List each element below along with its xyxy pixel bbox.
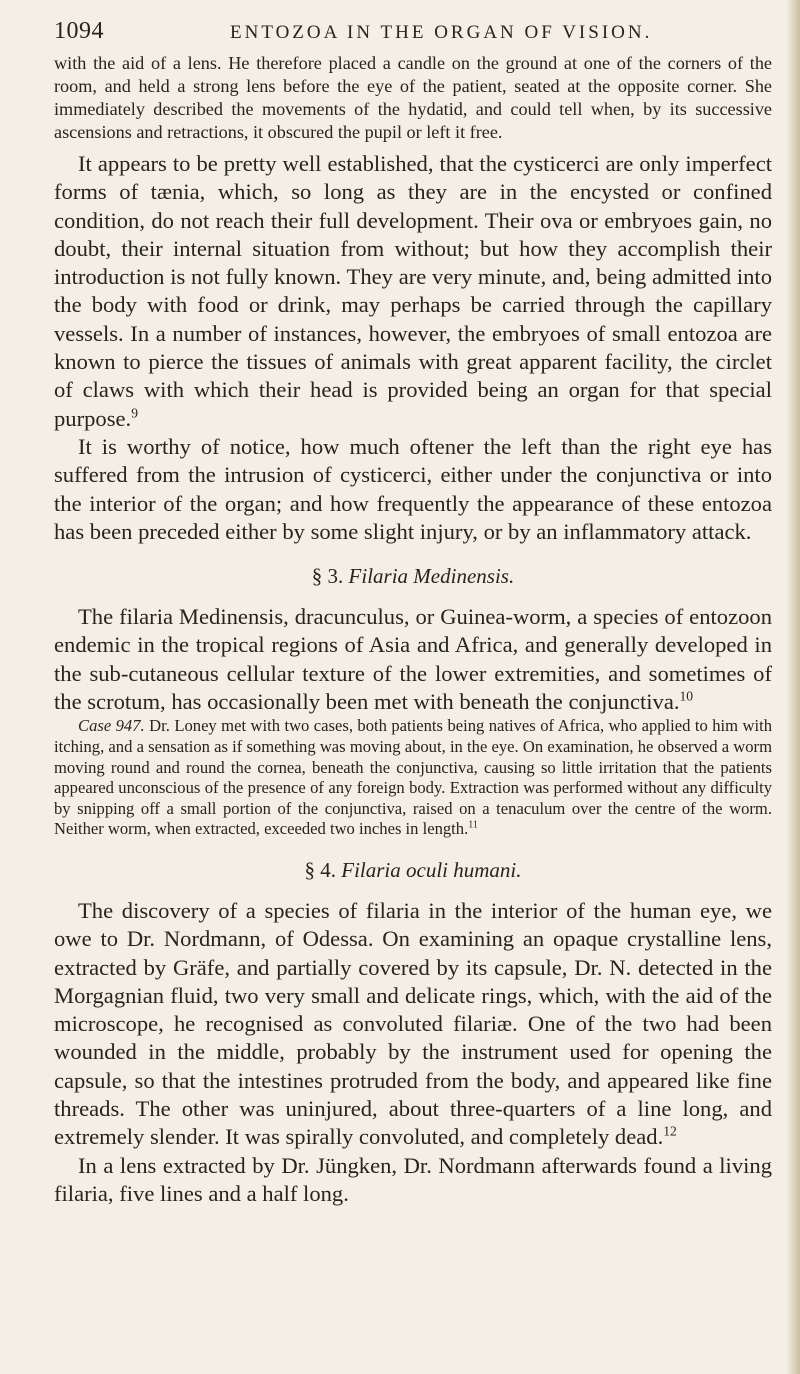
case-label: Case 947. — [78, 716, 145, 736]
section-title: Filaria Medinensis. — [348, 564, 515, 589]
paragraph-filaria-oculi — [54, 897, 772, 1152]
section-title: Filaria oculi humani. — [341, 857, 522, 882]
book-page — [54, 18, 772, 1208]
paragraph-filaria-medinensis — [54, 603, 772, 716]
paragraph-text: It appears to be pretty well established, that the cysticerci are only imperfect forms of tænia, which, so long as they are in the encysted or confined condition, do not reach their full development. Their ova or embryoes gain, no doubt, their internal situation from without; but how they accomplish their introduction is not fully known. They are very minute, and, being admitted into the body with food or drink, may perhaps be carried through the capillary vessels. In a number of instances, however, the embryoes of small entozoa are known to pierce the tissues of animals with great apparent facility, the circlet of claws with which their head is provided being an organ for that special purpose. — [54, 151, 772, 431]
footnote-ref: 9 — [131, 405, 138, 421]
page-edge-shadow — [786, 0, 800, 1374]
page-number: 1094 — [54, 18, 104, 44]
running-title: ENTOZOA IN THE ORGAN OF VISION. — [230, 22, 653, 43]
paragraph-text: The discovery of a species of filaria in the interior of the human eye, we owe to Dr. Nordmann, of Odessa. On examining an opaque crystalline lens, extracted by Gräfe, and partially covered by its capsule, Dr. N. detected in the Morgagnian fluid, two very small and delicate rings, which, with the aid of the microscope, he recognised as convoluted filariæ. One of the two had been wounded in the middle, probably by the instrument used for opening the capsule, so that the intestines protruded from the body, and appeared like fine threads. The other was uninjured, about three-quarters of a line long, and extremely slender. It was spirally convoluted, and completely dead. — [54, 897, 772, 1150]
footnote-ref: 10 — [679, 688, 694, 704]
footnote-ref: 11 — [468, 819, 478, 831]
footnote-ref: 12 — [663, 1123, 677, 1139]
section-heading-3 — [54, 564, 772, 589]
paragraph-cysticerci — [54, 150, 772, 433]
section-number: § 3. — [311, 564, 344, 589]
paragraph-continuation: with the aid of a lens. He therefore placed a candle on the ground at one of the corners of the room, and held a strong lens before the eye of the patient, seated at the opposite corner. She immediately described the movements of the hydatid, and could tell when, by its successive ascensions and retractions, it obscured the pupil or left it free. — [54, 53, 772, 142]
case-text: Dr. Loney met with two cases, both patients being natives of Africa, who applied to him with itching, and a sensation as if something was moving about, in the eye. On examination, he observed a worm moving round and round the cornea, beneath the conjunctiva, causing so little irritation that the patients appeared unconscious of the presence of any foreign body. Extraction was performed without any difficulty by snipping off a small portion of the conjunctiva, raised on a tenaculum over the centre of the worm. Neither worm, when extracted, exceeded two inches in length. — [54, 716, 772, 839]
paragraph-left-eye: It is worthy of notice, how much oftener the left than the right eye has suffered from the intrusion of cysticerci, either under the conjunctiva or into the interior of the organ; and how frequently the appearance of these entozoa has been preceded either by some slight injury, or by an inflammatory attack. — [54, 433, 772, 544]
paragraph-text: The filaria Medinensis, dracunculus, or Guinea-worm, a species of entozoon endemic in the tropical regions of Asia and Africa, and generally developed in the sub-cutaneous cellular texture of the lower extremities, and sometimes of the scrotum, has occasionally been met with beneath the conjunctiva. — [54, 604, 772, 715]
paragraph-living-filaria: In a lens extracted by Dr. Jüngken, Dr. Nordmann afterwards found a living filaria, five lines and a half long. — [54, 1152, 772, 1206]
section-number: § 4. — [304, 857, 336, 882]
section-heading-4 — [54, 858, 772, 883]
case-report — [54, 716, 772, 840]
page-header — [54, 18, 772, 52]
